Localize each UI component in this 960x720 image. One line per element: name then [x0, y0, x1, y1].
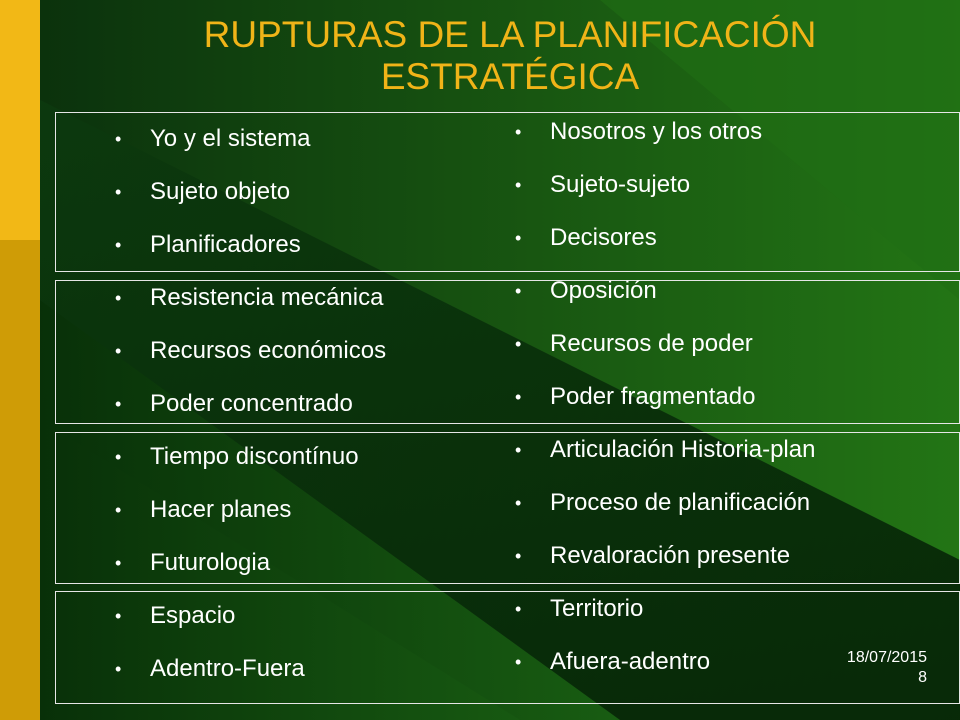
- list-item: • Recursos de poder: [515, 330, 753, 357]
- list-item: • Sujeto objeto: [115, 178, 291, 205]
- list-item: • Adentro-Fuera: [115, 655, 305, 682]
- list-item: • Articulación Historia-plan: [515, 436, 816, 463]
- list-item: • Nosotros y los otros: [515, 118, 763, 145]
- slide-title: [60, 14, 960, 98]
- accent-band-top: [0, 0, 40, 240]
- bullet-icon: •: [115, 659, 122, 679]
- bullet-icon: •: [115, 553, 122, 573]
- title-line-1: RUPTURAS DE LA PLANIFICACIÓN: [203, 14, 817, 55]
- bullet-icon: •: [515, 440, 522, 460]
- bullet-icon: •: [115, 341, 122, 361]
- bullet-icon: •: [115, 235, 122, 255]
- bullet-icon: •: [515, 175, 522, 195]
- list-item: • Afuera-adentro: [515, 648, 711, 675]
- slide-date: 18/07/2015: [846, 649, 927, 666]
- bullet-icon: •: [515, 493, 522, 513]
- bullet-icon: •: [515, 228, 522, 248]
- bullet-icon: •: [115, 500, 122, 520]
- bullet-icon: •: [515, 281, 522, 301]
- list-item: • Resistencia mecánica: [115, 284, 384, 311]
- bullet-icon: •: [515, 334, 522, 354]
- list-item: • Espacio: [115, 602, 236, 629]
- list-item: • Planificadores: [115, 231, 301, 258]
- bullet-icon: •: [515, 122, 522, 142]
- list-item: • Tiempo discontínuo: [115, 443, 359, 470]
- list-item: • Yo y el sistema: [115, 125, 311, 152]
- list-item: • Territorio: [515, 595, 644, 622]
- list-item: • Hacer planes: [115, 496, 292, 523]
- slide-number: 8: [918, 669, 927, 686]
- list-item: • Oposición: [515, 277, 657, 304]
- bullet-icon: •: [515, 599, 522, 619]
- list-item: • Proceso de planificación: [515, 489, 811, 516]
- bullet-icon: •: [115, 288, 122, 308]
- right-column-list: [515, 117, 816, 700]
- bullet-icon: •: [115, 182, 122, 202]
- accent-band-bottom: [0, 240, 40, 720]
- bullet-icon: •: [115, 606, 122, 626]
- bullet-icon: •: [115, 129, 122, 149]
- bullet-icon: •: [515, 546, 522, 566]
- title-line-2: ESTRATÉGICA: [380, 56, 640, 97]
- list-item: • Decisores: [515, 224, 657, 251]
- list-item: • Sujeto-sujeto: [515, 171, 691, 198]
- list-item: • Poder fragmentado: [515, 383, 756, 410]
- left-column-list: [115, 124, 387, 707]
- bullet-icon: •: [515, 652, 522, 672]
- slide-footer: [800, 648, 927, 688]
- bullet-icon: •: [115, 447, 122, 467]
- list-item: • Recursos económicos: [115, 337, 387, 364]
- list-item: • Futurologia: [115, 549, 271, 576]
- bullet-icon: •: [115, 394, 122, 414]
- list-item: • Revaloración presente: [515, 542, 791, 569]
- list-item: • Poder concentrado: [115, 390, 353, 417]
- bullet-icon: •: [515, 387, 522, 407]
